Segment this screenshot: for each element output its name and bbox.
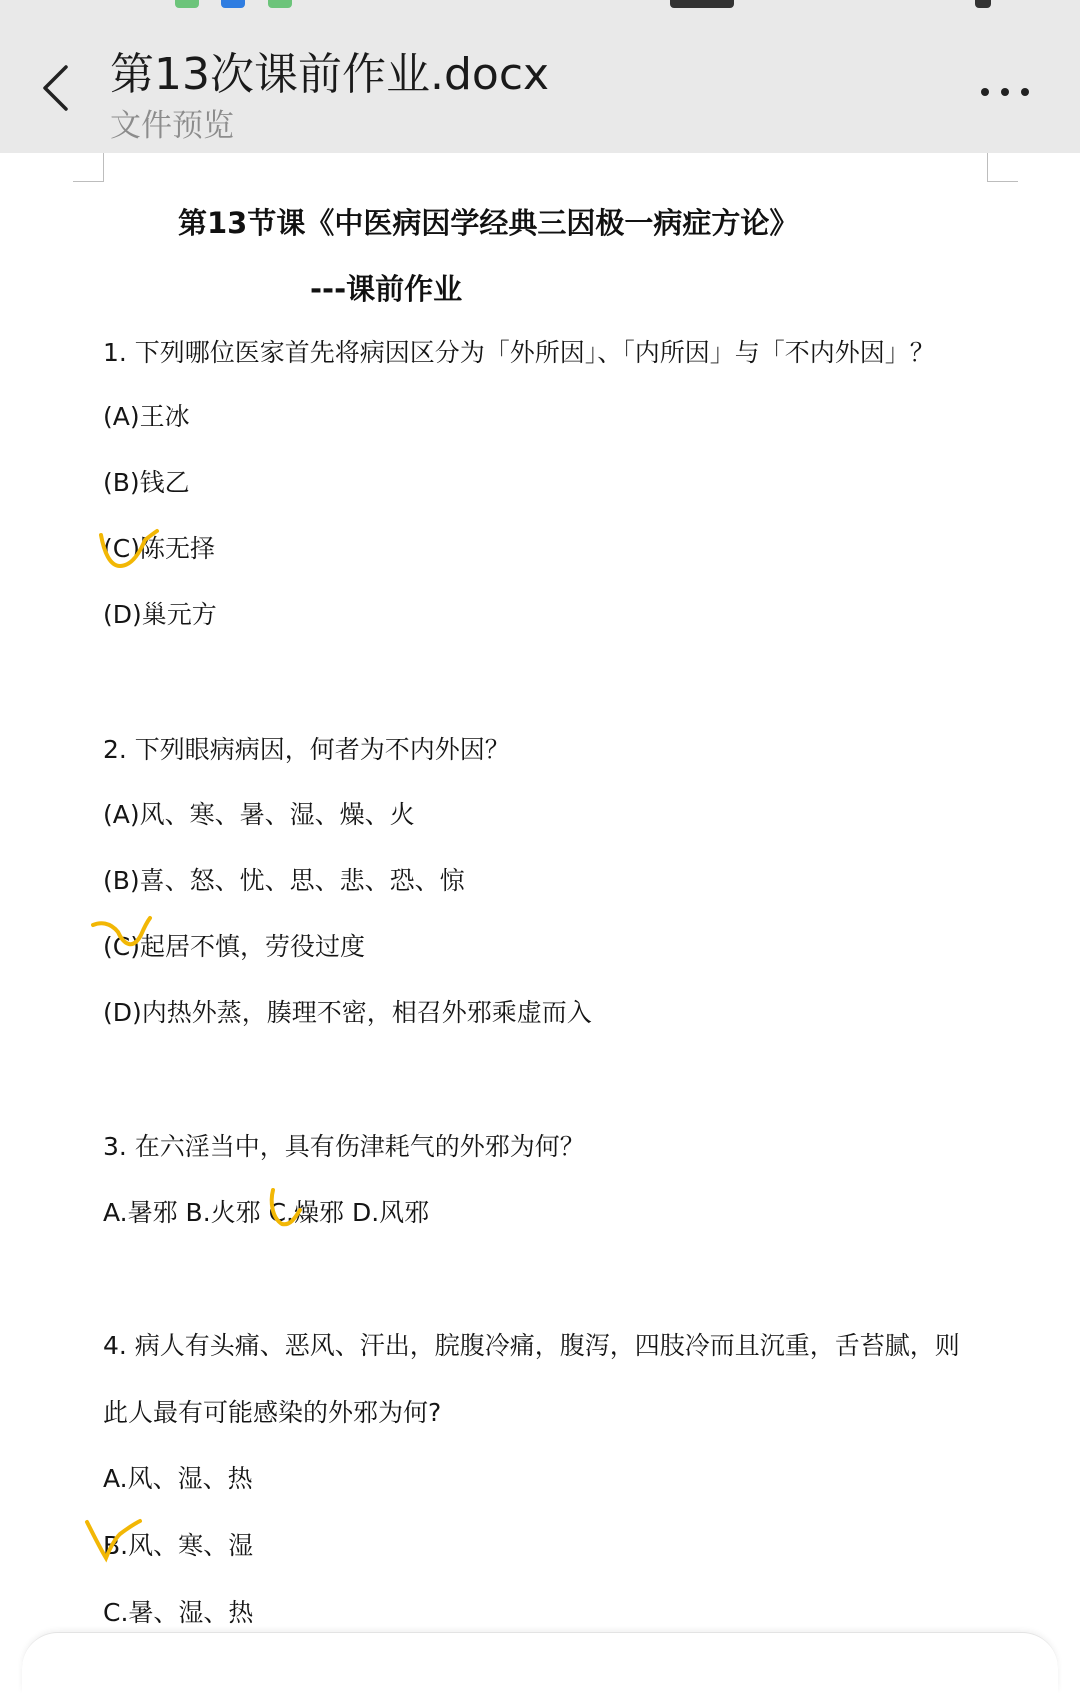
option: (D)巢元方 [103,600,217,629]
option: C.暑、湿、热 [103,1598,254,1627]
options-inline: A.暑邪 B.火邪 C.燥邪 D.风邪 [103,1198,430,1227]
option: (C)起居不慎，劳役过度 [103,932,365,961]
chevron-left-icon [40,63,70,113]
file-title: 第13次课前作业.docx [110,49,550,100]
question-stem: 4. 病人有头痛、恶风、汗出，脘腹冷痛，腹泻，四肢冷而且沉重，舌苔腻，则 [103,1331,960,1360]
more-dots-icon [981,88,989,96]
app-header [0,0,1080,153]
option: A.风、湿、热 [103,1464,253,1493]
option: (B)喜、怒、忧、思、悲、恐、惊 [103,866,465,895]
doc-subtitle: ---课前作业 [310,272,463,306]
option: (C)陈无择 [103,534,215,563]
more-options-button[interactable] [970,72,1040,112]
option: (D)内热外蒸，腠理不密，相召外邪乘虚而入 [103,998,592,1027]
page-corner-mark [987,153,1018,182]
question-stem: 1. 下列哪位医家首先将病因区分为「外所因」、「内所因」与「不内外因」？ [103,338,935,367]
status-bar [0,0,1080,14]
question-stem: 2. 下列眼病病因，何者为不内外因？ [103,735,510,764]
option: (A)风、寒、暑、湿、燥、火 [103,800,415,829]
option: B.风、寒、湿 [103,1531,254,1560]
bottom-panel [22,1632,1058,1693]
doc-title: 第13节课《中医病因学经典三因极一病症方论》 [178,206,799,240]
back-button[interactable] [30,58,80,118]
option: (B)钱乙 [103,468,190,497]
question-stem-continued: 此人最有可能感染的外邪为何? [103,1398,442,1427]
option: (A)王冰 [103,402,190,431]
question-stem: 3. 在六淫当中，具有伤津耗气的外邪为何？ [103,1132,585,1161]
file-subtitle: 文件预览 [110,108,234,144]
page-corner-mark [73,153,104,182]
